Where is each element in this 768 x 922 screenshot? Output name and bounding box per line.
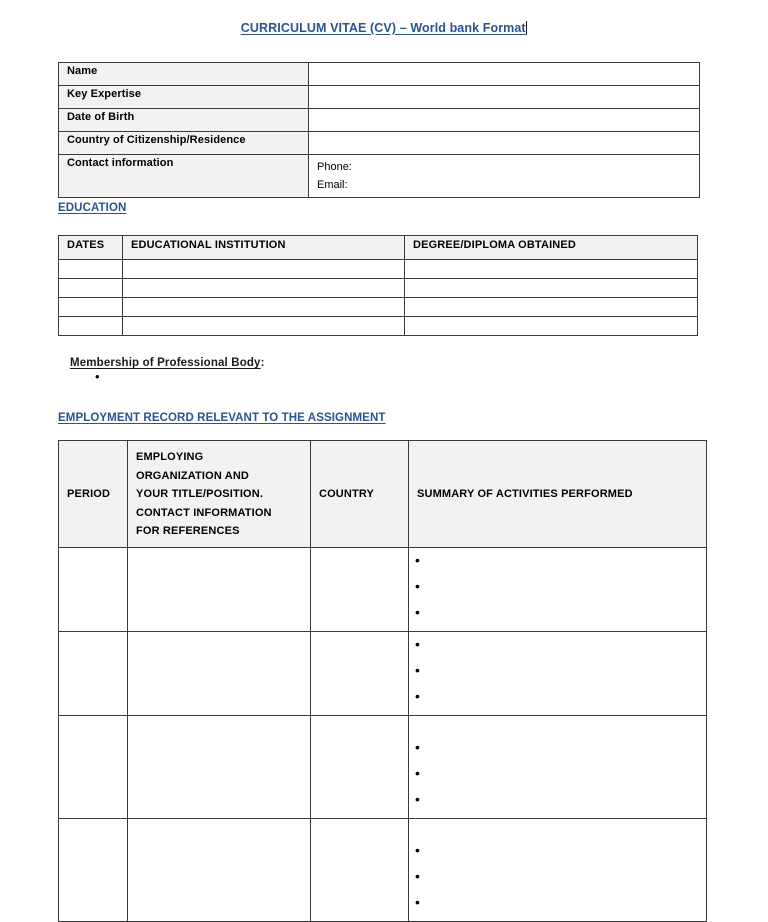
personal-label-contact-information: Contact information [59, 155, 309, 198]
employment-column-organization-line-3: YOUR TITLE/POSITION. [136, 488, 264, 500]
employment-table-body [59, 547, 707, 921]
page-title-text: CURRICULUM VITAE (CV) – World bank Format [240, 21, 526, 35]
membership-list [70, 374, 570, 387]
education-cell-degree[interactable] [405, 317, 698, 336]
list-item[interactable] [409, 689, 706, 715]
education-cell-degree[interactable] [405, 298, 698, 317]
section-heading-employment: EMPLOYMENT RECORD RELEVANT TO THE ASSIGNMENT [58, 412, 386, 424]
membership-title [70, 355, 570, 371]
education-cell-dates[interactable] [59, 279, 123, 298]
employment-cell-period[interactable] [59, 818, 128, 921]
employment-cell-period[interactable] [59, 547, 128, 631]
membership-title-text: Membership of Professional Body [70, 357, 261, 369]
table-header-row [59, 236, 698, 260]
personal-information-body [59, 63, 700, 198]
education-cell-degree[interactable] [405, 279, 698, 298]
personal-information-table [58, 62, 700, 198]
employment-column-organization-line-1: EMPLOYING [136, 451, 204, 463]
personal-label-date-of-birth: Date of Birth [59, 109, 309, 132]
table-row [59, 715, 707, 818]
personal-label-country: Country of Citizenship/Residence [59, 132, 309, 155]
education-cell-institution[interactable] [123, 279, 405, 298]
list-item[interactable] [107, 374, 570, 387]
employment-cell-organization[interactable] [128, 631, 311, 715]
table-row [59, 317, 698, 336]
list-item[interactable] [409, 869, 706, 895]
employment-column-period: PERIOD [59, 441, 128, 548]
employment-cell-organization[interactable] [128, 818, 311, 921]
education-table-head [59, 236, 698, 260]
list-item[interactable] [409, 663, 706, 689]
employment-column-organization-line-4: CONTACT INFORMATION [136, 506, 272, 519]
activities-bullet-list [409, 548, 706, 631]
employment-column-summary: SUMMARY OF ACTIVITIES PERFORMED [409, 441, 707, 548]
employment-cell-country[interactable] [311, 547, 409, 631]
activities-bullet-list [409, 632, 706, 715]
employment-column-organization [128, 441, 311, 548]
employment-column-country: COUNTRY [311, 441, 409, 548]
list-item[interactable] [409, 579, 706, 605]
employment-cell-country[interactable] [311, 631, 409, 715]
employment-cell-activities[interactable] [409, 818, 707, 921]
education-column-dates: DATES [59, 236, 123, 260]
contact-phone-line[interactable]: Phone: [317, 161, 352, 173]
employment-column-organization-line-5: FOR REFERENCES [136, 525, 240, 537]
list-item[interactable] [409, 766, 706, 792]
employment-cell-organization[interactable] [128, 547, 311, 631]
personal-value-date-of-birth[interactable] [309, 109, 700, 132]
table-header-row [59, 441, 707, 548]
table-row [59, 86, 700, 109]
education-table-body [59, 260, 698, 336]
list-item[interactable] [409, 895, 706, 921]
activities-bullet-list [409, 819, 706, 921]
education-column-institution: EDUCATIONAL INSTITUTION [123, 236, 405, 260]
table-row [59, 132, 700, 155]
employment-cell-period[interactable] [59, 631, 128, 715]
education-column-degree: DEGREE/DIPLOMA OBTAINED [405, 236, 698, 260]
employment-cell-country[interactable] [311, 818, 409, 921]
personal-value-name[interactable] [309, 63, 700, 86]
education-cell-dates[interactable] [59, 317, 123, 336]
page-title [0, 0, 768, 36]
membership-section [70, 355, 570, 387]
list-item[interactable] [409, 792, 706, 818]
employment-cell-activities[interactable] [409, 715, 707, 818]
education-table [58, 235, 698, 336]
employment-cell-activities[interactable] [409, 547, 707, 631]
employment-cell-activities[interactable] [409, 631, 707, 715]
activities-bullet-list [409, 716, 706, 818]
employment-cell-country[interactable] [311, 715, 409, 818]
employment-cell-period[interactable] [59, 715, 128, 818]
employment-cell-organization[interactable] [128, 715, 311, 818]
education-cell-dates[interactable] [59, 260, 123, 279]
table-row [59, 818, 707, 921]
education-cell-degree[interactable] [405, 260, 698, 279]
table-row [59, 279, 698, 298]
personal-value-contact-information[interactable] [309, 155, 700, 198]
personal-value-country[interactable] [309, 132, 700, 155]
personal-label-name: Name [59, 63, 309, 86]
text-caret [526, 21, 528, 35]
membership-title-colon: : [260, 357, 265, 369]
table-row [59, 631, 707, 715]
list-item[interactable] [409, 843, 706, 869]
personal-value-key-expertise[interactable] [309, 86, 700, 109]
education-cell-institution[interactable] [123, 298, 405, 317]
table-row [59, 155, 700, 198]
table-row [59, 298, 698, 317]
contact-email-line[interactable]: Email: [317, 179, 348, 191]
education-cell-institution[interactable] [123, 317, 405, 336]
employment-table-head [59, 441, 707, 548]
list-item[interactable] [409, 637, 706, 663]
education-cell-institution[interactable] [123, 260, 405, 279]
list-item[interactable] [409, 553, 706, 579]
employment-column-organization-line-2: ORGANIZATION AND [136, 469, 250, 482]
table-row [59, 547, 707, 631]
table-row [59, 260, 698, 279]
list-item[interactable] [409, 605, 706, 631]
section-heading-education: EDUCATION [58, 202, 127, 214]
personal-label-key-expertise: Key Expertise [59, 86, 309, 109]
table-row [59, 63, 700, 86]
education-cell-dates[interactable] [59, 298, 123, 317]
list-item[interactable] [409, 740, 706, 766]
table-row [59, 109, 700, 132]
employment-record-table [58, 440, 707, 922]
